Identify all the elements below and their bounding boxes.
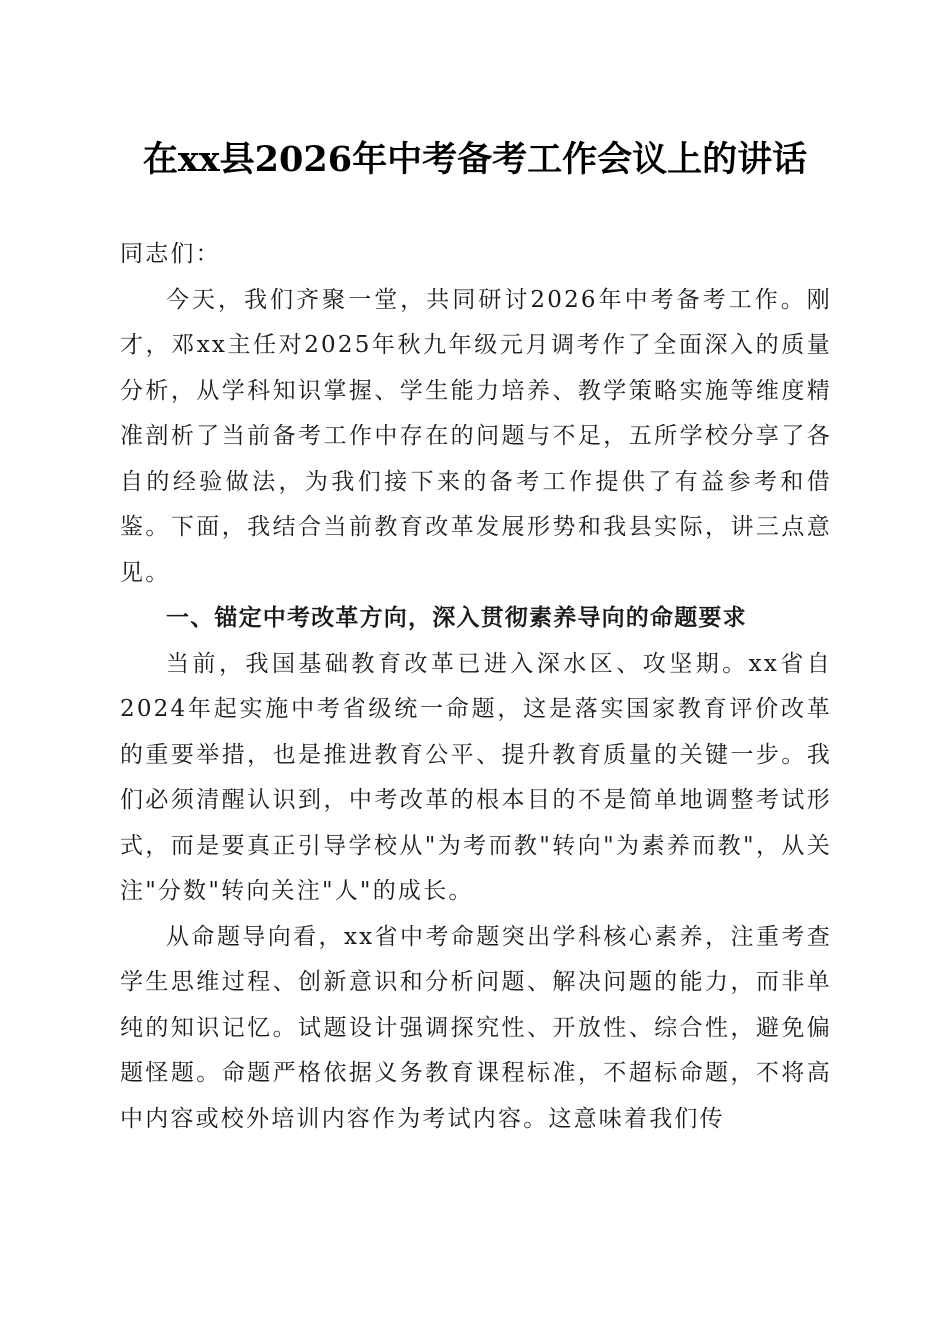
document-title: 在xx县2026年中考备考工作会议上的讲话 bbox=[142, 139, 808, 180]
paragraph-opening: 今天，我们齐聚一堂，共同研讨2026年中考备考工作。刚才，邓xx主任对2025年秋九年级元月调考作了全面深入的质量分析，从学科知识掌握、学生能力培养、教学策略实施等维度精准剖析了当前备考工作中存在的问题与不足，五所学校分享了各自的经验做法，为我们接下来的备考工作提供了有益参考和借鉴。下面，我结合当前教育改革发展形势和我县实际，讲三点意见。 bbox=[120, 286, 832, 586]
salutation: 同志们： bbox=[120, 241, 221, 267]
paragraph-exam-orientation: 从命题导向看，xx省中考命题突出学科核心素养，注重考查学生思维过程、创新意识和分析问题、解决问题的能力，而非单纯的知识记忆。试题设计强调探究性、开放性、综合性，避免偏题怪题。命题严格依据义务教育课程标准，不超标命题，不将高中内容或校外培训内容作为考试内容。这意味着我们传 bbox=[120, 923, 832, 1132]
document-body bbox=[120, 232, 832, 1142]
section-heading-1: 一、锚定中考改革方向，深入贯彻素养导向的命题要求 bbox=[166, 605, 747, 631]
paragraph-reform-context: 当前，我国基础教育改革已进入深水区、攻坚期。xx省自2024年起实施中考省级统一命题，这是落实国家教育评价改革的重要举措，也是推进教育公平、提升教育质量的关键一步。我们必须清醒认识到，中考改革的根本目的不是简单地调整考试形式，而是要真正引导学校从"为考而教"转向"为素养而教"，从关注"分数"转向关注"人"的成长。 bbox=[120, 650, 832, 904]
